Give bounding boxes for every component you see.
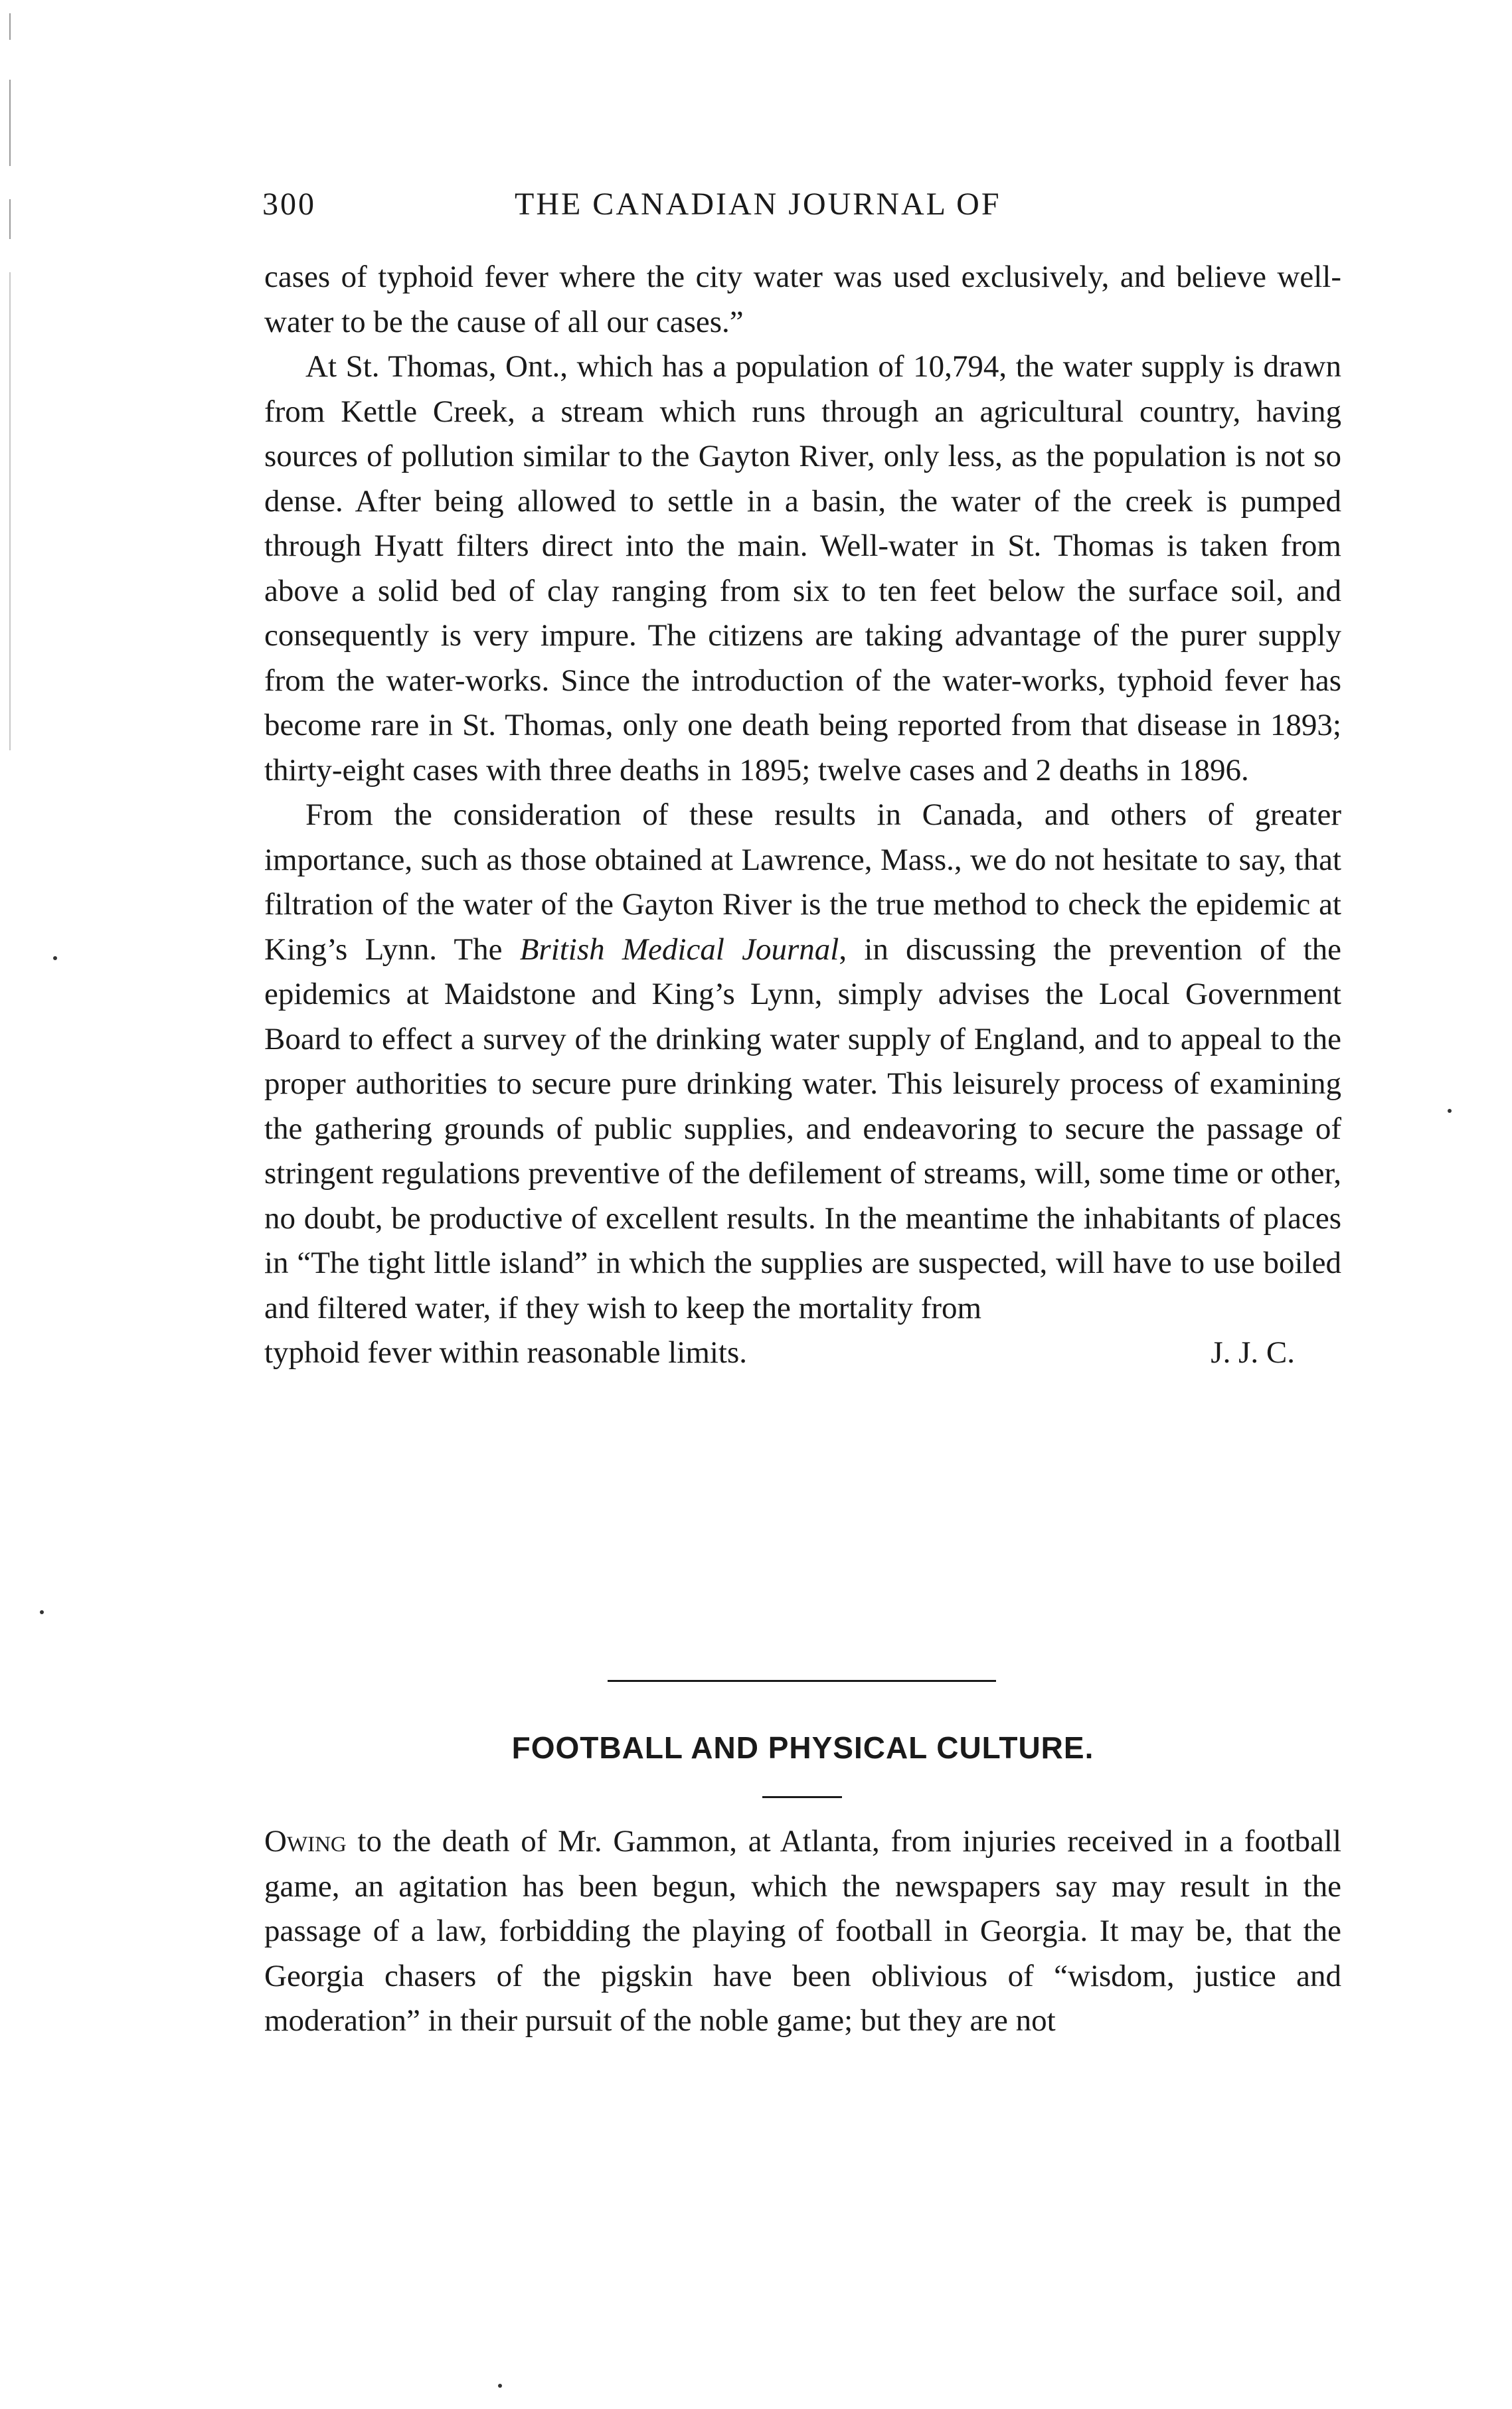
author-signature: J. J. C. — [1211, 1335, 1295, 1370]
paragraph-st-thomas: At St. Thomas, Ont., which has a population of 10,794, the water supply is drawn from Kettle Creek, a stream which runs through an agricultural country, having sources of pollution similar to the Gayton River, only less, as the population is not so dense. After being allowed to settle in a basin, the water of the creek is pumped through Hyatt filters direct into the main. Well-water in St. Thomas is taken from above a solid bed of clay ranging from six to ten feet below the surface soil, and consequently is very impure. The citizens are taking advantage of the purer supply from the water-works. Since the introduction of the water-works, typhoid fever has become rare in St. Thomas, only one death being reported from that disease in 1893; thirty-eight cases with three deaths in 1895; twelve cases and 2 deaths in 1896. — [264, 349, 1341, 788]
scan-speck — [1448, 1109, 1452, 1113]
closing-line: typhoid fever within reasonable limits. — [264, 1335, 748, 1370]
page-header — [262, 179, 1345, 232]
section-divider — [608, 1680, 996, 1682]
scan-edge-mark — [9, 199, 11, 239]
football-article-text: to the death of Mr. Gammon, at Atlanta, from injuries received in a football game, an agitation has been begun, which the newspapers say may result in the passage of a law, forbidding the playing of football in Georgia. It may be, that the Georgia chasers of the pigskin have been oblivious of “wisdom, justice and moderation” in their pursuit of the noble game; but they are not — [264, 1824, 1341, 2038]
title-underline-rule — [762, 1796, 842, 1798]
paragraph-conclusion — [264, 793, 1341, 1331]
scan-speck — [53, 956, 57, 960]
scan-speck — [498, 2384, 502, 2388]
paragraph-conclusion-text: From the consideration of these results in Canada, and others of greater importance, such as those obtained at Lawrence, Mass., we do not hesitate to say, that filtration of the water of the Gayton River is the true method to check the epidemic at King’s Lynn. The — [264, 797, 1341, 967]
section-title: FOOTBALL AND PHYSICAL CULTURE. — [511, 1730, 1094, 1765]
scan-edge-mark — [9, 80, 11, 166]
page-number: 300 — [262, 187, 316, 222]
scan-edge-mark — [9, 13, 11, 40]
paragraph-continued: cases of typhoid fever where the city water was used exclusively, and believe well-water to be the cause of all our cases.” — [264, 260, 1341, 339]
football-article-body — [264, 1819, 1341, 2044]
article-body — [264, 255, 1341, 1376]
scan-speck — [40, 1610, 44, 1614]
signature-line — [264, 1331, 1341, 1376]
paragraph-conclusion-text-2: , in discussing the prevention of the epidemics at Maidstone and King’s Lynn, simply advises the Local Government Board to effect a survey of the drinking water supply of England, and to appeal to the proper authorities to secure pure drinking water. This leisurely process of examining the gathering grounds of public supplies, and endeavoring to secure the passage of stringent regulations preventive of the defilement of streams, will, some time or other, no doubt, be productive of excellent results. In the meantime the inhabitants of places in “The tight little island” in which the supplies are suspected, will have to use boiled and filtered water, if they wish to keep the mortality from — [264, 932, 1341, 1325]
opening-word: Owing — [264, 1824, 347, 1859]
scan-edge-mark — [9, 272, 11, 750]
journal-name-italic: British Medical Journal — [519, 932, 839, 967]
running-title: THE CANADIAN JOURNAL OF — [515, 187, 1001, 222]
